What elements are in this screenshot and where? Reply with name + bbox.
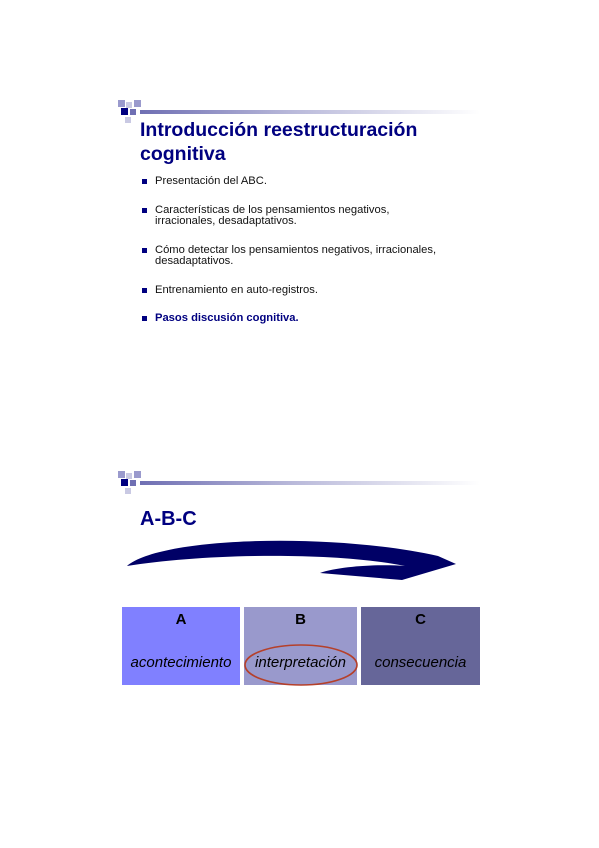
highlight-ellipse-shape (245, 645, 357, 685)
slide-title (140, 118, 417, 166)
box-c-word: consecuencia (374, 654, 467, 671)
slide-2 (0, 424, 599, 848)
bullet-marker (142, 288, 147, 293)
slide-title: A-B-C (140, 508, 197, 530)
bullet-text: Cómo detectar los pensamientos negativos, irracionales, (155, 243, 437, 256)
slide-title-line2: cognitiva (140, 143, 226, 165)
bullet-item-highlighted (140, 313, 480, 325)
bullet-text: Entrenamiento en auto-registros. (155, 283, 318, 296)
box-b-word: interpretación (255, 654, 346, 671)
bullet-item (140, 285, 480, 297)
curved-arrow-icon (0, 534, 599, 614)
bullet-item (140, 176, 480, 188)
title-decoration (118, 471, 148, 501)
box-a-word: acontecimiento (130, 654, 232, 671)
bullet-marker (142, 248, 147, 253)
box-a (122, 607, 240, 685)
bullet-text: Características de los pensamientos negativos, (155, 203, 390, 216)
bullet-marker (142, 208, 147, 213)
curved-arrow-shape (127, 541, 456, 580)
bullet-text: Presentación del ABC. (155, 175, 267, 187)
box-c (361, 607, 480, 685)
slide-title-line1: Introducción reestructuración (140, 119, 418, 141)
title-underline (140, 110, 480, 114)
box-b-letter: B (295, 611, 306, 628)
bullet-marker (142, 179, 147, 184)
box-a-letter: A (175, 611, 187, 628)
bullet-list (140, 176, 480, 342)
bullet-text-cont: desadaptativos. (155, 255, 234, 267)
bullet-item (140, 205, 480, 228)
title-underline (140, 481, 480, 485)
bullet-text-cont: irracionales, desadaptativos. (155, 215, 297, 227)
bullet-item (140, 245, 480, 268)
bullet-text: Pasos discusión cognitiva. (155, 312, 299, 324)
bullet-marker (142, 316, 147, 321)
highlight-ellipse (241, 643, 361, 693)
box-c-letter: C (415, 611, 426, 628)
